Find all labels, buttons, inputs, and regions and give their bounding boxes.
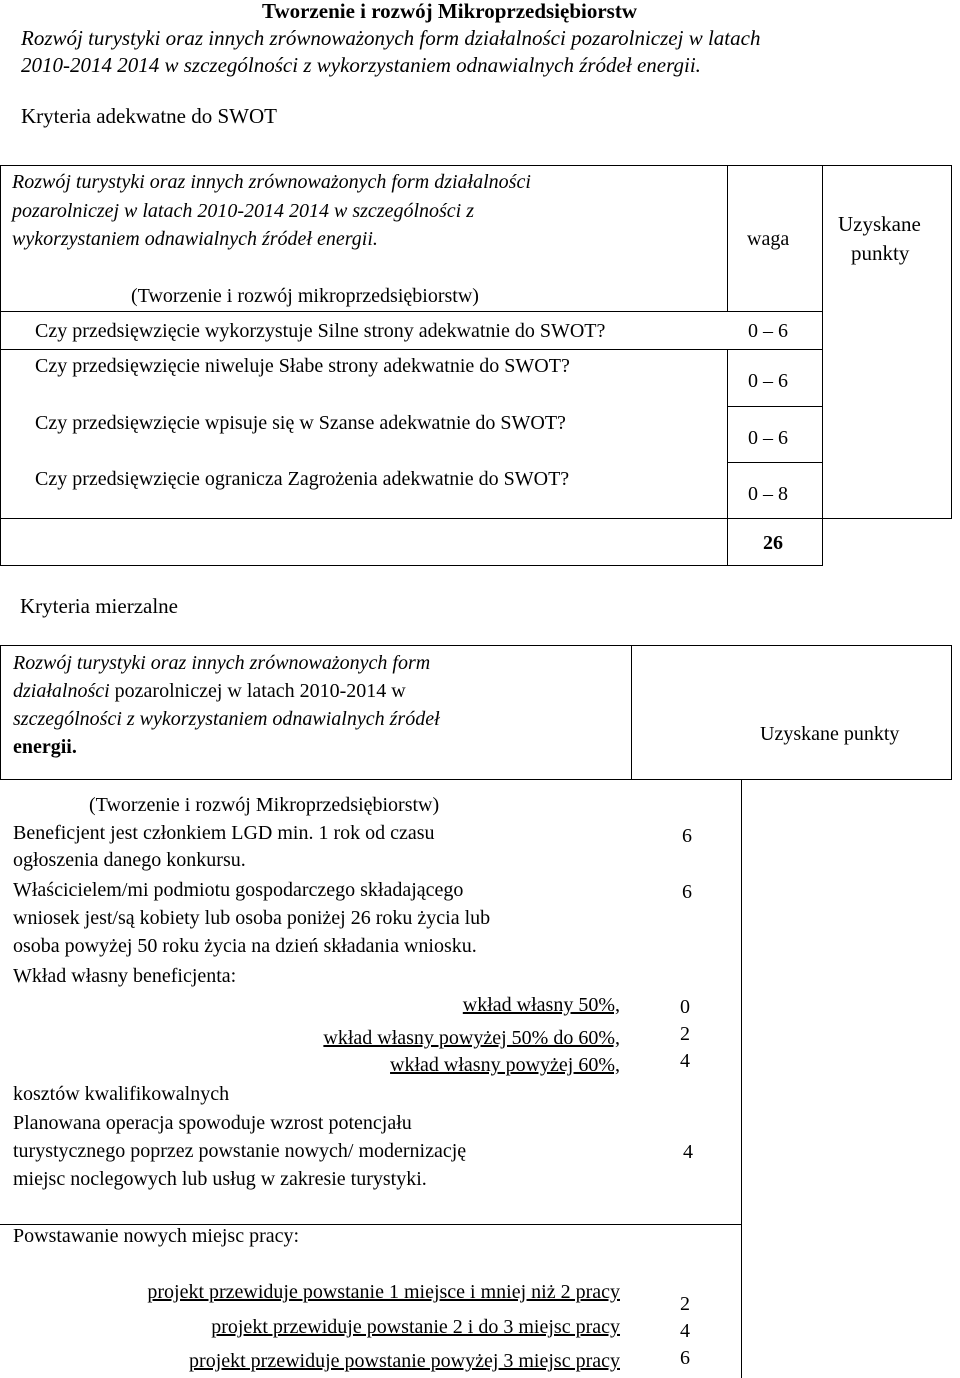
section1-heading: Kryteria adekwatne do SWOT — [21, 104, 277, 128]
criterion5-option1: projekt przewiduje powstanie 1 miejsce i mniej niż 2 pracy — [147, 1281, 620, 1303]
swot-weight-2: 0 – 6 — [748, 370, 788, 392]
criterion3-points-3: 4 — [680, 1050, 690, 1072]
criterion3-line-last: kosztów kwalifikowalnych — [13, 1083, 230, 1105]
criterion5-points-1: 2 — [680, 1293, 690, 1315]
swot-question-2: Czy przedsięwzięcie niweluje Słabe strony adekwatnie do SWOT? — [35, 355, 570, 377]
measurable-intro-line1: Rozwój turystyki oraz innych zrównoważonych form — [13, 652, 431, 674]
criterion4-line1: Planowana operacja spowoduje wzrost potencjału — [13, 1112, 412, 1134]
criterion5-option3: projekt przewiduje powstanie powyżej 3 miejsc pracy — [189, 1350, 620, 1372]
swot-question-4: Czy przedsięwzięcie ogranicza Zagrożenia adekwatnie do SWOT? — [35, 468, 570, 490]
column-header-points-line2: punkty — [851, 241, 910, 265]
criterion2-line3: osoba powyżej 50 roku życia na dzień składania wniosku. — [13, 935, 477, 957]
criterion3-points-2: 2 — [680, 1023, 690, 1045]
criterion3-line1: Wkład własny beneficjenta: — [13, 965, 237, 987]
measurable-intro-line3: szczególności z wykorzystaniem odnawialnych źródeł — [13, 708, 440, 730]
measurable-intro-line2: działalności pozarolniczej w latach 2010-2014 w — [13, 680, 406, 702]
criterion1-points: 6 — [682, 825, 692, 847]
criterion4-points: 4 — [683, 1141, 693, 1163]
swot-weight-1: 0 – 6 — [748, 320, 788, 342]
criterion2-line2: wniosek jest/są kobiety lub osoba poniżej 26 roku życia lub — [13, 907, 491, 929]
swot-total: 26 — [763, 532, 783, 554]
measurable-subheading: (Tworzenie i rozwój Mikroprzedsiębiorstw) — [89, 794, 440, 816]
document-subtitle-line1: Rozwój turystyki oraz innych zrównoważonych form działalności pozarolniczej w latach — [21, 26, 761, 50]
swot-question-3: Czy przedsięwzięcie wpisuje się w Szanse adekwatnie do SWOT? — [35, 412, 566, 434]
criterion4-line2: turystycznego poprzez powstanie nowych/ modernizację — [13, 1140, 467, 1162]
criterion2-points: 6 — [682, 881, 692, 903]
criterion5-points-2: 4 — [680, 1320, 690, 1342]
swot-question-1: Czy przedsięwzięcie wykorzystuje Silne strony adekwatnie do SWOT? — [35, 320, 606, 342]
column-header-waga: waga — [747, 228, 790, 250]
criterion5-points-3: 6 — [680, 1347, 690, 1369]
swot-intro-line3: wykorzystaniem odnawialnych źródeł energii. — [12, 228, 378, 250]
criterion3-points-1: 0 — [680, 996, 690, 1018]
document-title: Tworzenie i rozwój Mikroprzedsiębiorstw — [262, 0, 638, 23]
criterion5-line1: Powstawanie nowych miejsc pracy: — [13, 1225, 300, 1247]
swot-weight-3: 0 – 6 — [748, 427, 788, 449]
column-header-points: Uzyskane punkty — [760, 723, 900, 745]
column-header-points-line1: Uzyskane — [838, 212, 921, 236]
section2-heading: Kryteria mierzalne — [20, 594, 178, 618]
criterion1-line1: Beneficjent jest członkiem LGD min. 1 rok od czasu — [13, 822, 435, 844]
criterion1-line2: ogłoszenia danego konkursu. — [13, 849, 246, 871]
criterion2-line1: Właścicielem/mi podmiotu gospodarczego składającego — [13, 879, 464, 901]
criterion3-option1: wkład własny 50%, — [462, 994, 620, 1016]
criterion3-option2: wkład własny powyżej 50% do 60%, — [323, 1027, 620, 1049]
swot-weight-4: 0 – 8 — [748, 483, 788, 505]
swot-intro-line2: pozarolniczej w latach 2010-2014 2014 w szczególności z — [12, 200, 475, 222]
criterion4-line3: miejsc noclegowych lub usług w zakresie turystyki. — [13, 1168, 427, 1190]
swot-subheading: (Tworzenie i rozwój mikroprzedsiębiorstw) — [131, 285, 479, 307]
criterion5-option2: projekt przewiduje powstanie 2 i do 3 miejsc pracy — [211, 1316, 620, 1338]
criterion3-option3: wkład własny powyżej 60%, — [390, 1054, 620, 1076]
measurable-intro-line4: energii. — [13, 736, 77, 758]
swot-intro-line1: Rozwój turystyki oraz innych zrównoważonych form działalności — [12, 171, 531, 193]
document-subtitle-line2: 2010-2014 2014 w szczególności z wykorzystaniem odnawialnych źródeł energii. — [21, 53, 701, 77]
